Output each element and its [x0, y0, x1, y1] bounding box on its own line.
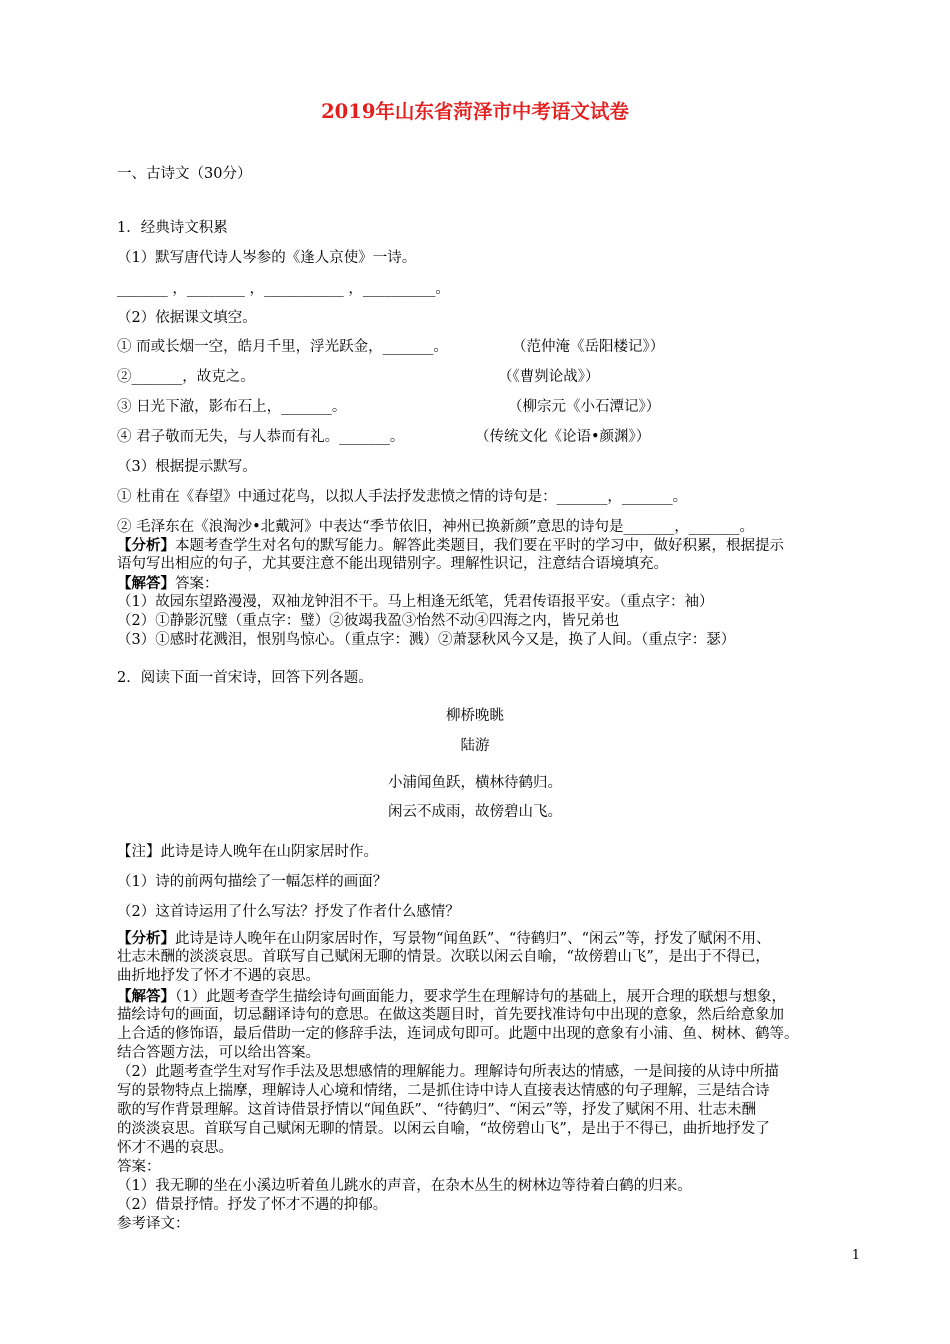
fill-source: （传统文化《论语•颜渊》）: [475, 429, 651, 445]
page-title: 2019年山东省菏泽市中考语文试卷: [321, 100, 629, 123]
answer-line: （2）借景抒情。抒发了怀才不遇的抑郁。: [117, 1197, 388, 1213]
answer-line: 写的景物特点上揣摩，理解诗人心境和情绪，二是抓住诗中诗人直接表达情感的句子理解，三是结合诗: [117, 1083, 770, 1099]
poem-line: 小浦闻鱼跃，横林待鹤归。: [388, 775, 562, 791]
question-1-heading: 1．经典诗文积累: [117, 220, 228, 236]
poem-line: 闲云不成雨，故傍碧山飞。: [388, 804, 562, 820]
analysis-label: 【分析】: [117, 537, 175, 554]
answer-label: 【解答】: [117, 988, 175, 1005]
answer-label: 【解答】: [117, 575, 175, 592]
answer-line: （3）①感时花溅泪，恨别鸟惊心。（重点字：溅）②萧瑟秋风今又是，换了人间。（重点字：瑟）: [117, 632, 736, 648]
answer-line: 参考译文：: [117, 1216, 190, 1232]
fill-source: （范仲淹《岳阳楼记》）: [512, 339, 665, 355]
q2-sub1: （1）诗的前两句描绘了一幅怎样的画面？: [117, 874, 388, 890]
answer-line: 结合答题方法，可以给出答案。: [117, 1045, 320, 1061]
answer-line: 的淡淡哀思。首联写自己赋闲无聊的情景。以闲云自喻，“故傍碧山飞”，是出于不得已，曲折地抒发了: [117, 1121, 770, 1137]
section-heading: 一、古诗文（30分）: [117, 166, 252, 182]
fill-item: ③ 日光下澈，影布石上，_______。: [117, 399, 347, 415]
page-number: 1: [851, 1248, 860, 1263]
analysis-line: 语句写出相应的句子，尤其要注意不能出现错别字。理解性识记，注意结合语境填充。: [117, 556, 668, 572]
q1-part2: （2）依据课文填空。: [117, 310, 257, 326]
answer-line: （1）故园东望路漫漫，双袖龙钟泪不干。马上相逢无纸笔，凭君传语报平安。（重点字：袖）: [117, 594, 714, 610]
analysis-line: 【分析】此诗是诗人晚年在山阴家居时作，写景物“闻鱼跃”、“待鹤归”、“闲云”等，抒发了赋闲不用、: [117, 930, 771, 947]
q1-blanks: _______ ，________ ，___________ ，__________。: [117, 281, 450, 297]
answer-line: 答案：: [117, 1159, 161, 1175]
q1-part1: （1）默写唐代诗人岑参的《逢人京使》一诗。: [117, 250, 417, 266]
analysis-line: 曲折地抒发了怀才不遇的哀思。: [117, 968, 320, 984]
answer-line: 歌的写作背景理解。这首诗借景抒情以“闻鱼跃”、“待鹤归”、“闲云”等，抒发了赋闲不用、壮志未酬: [117, 1102, 756, 1118]
poem-title: 柳桥晚眺: [446, 708, 504, 724]
fill-item: ②_______，故克之。: [117, 369, 255, 385]
answer-line: 描绘诗句的画面，切忌翻译诗句的意思。在做这类题目时，首先要找准诗句中出现的意象，然后给意象加: [117, 1007, 784, 1023]
q2-sub2: （2）这首诗运用了什么写法？抒发了作者什么感情？: [117, 904, 460, 920]
answer-line: 怀才不遇的哀思。: [117, 1140, 233, 1156]
fill-item: ④ 君子敬而无失，与人恭而有礼。_______。: [117, 429, 405, 445]
analysis-line: 壮志未酬的淡淡哀思。首联写自己赋闲无聊的情景。次联以闲云自喻，“故傍碧山飞”，是出于不得已，: [117, 949, 770, 965]
poem-author: 陆游: [460, 738, 490, 754]
fill-source: （柳宗元《小石潭记》）: [508, 399, 661, 415]
fill-source: （《曹刿论战》）: [498, 369, 600, 385]
hint-item: ① 杜甫在《春望》中通过花鸟，以拟人手法抒发悲愤之情的诗句是：_______，_______。: [117, 489, 688, 505]
analysis-line: 【分析】本题考查学生对名句的默写能力。解答此类题目，我们要在平时的学习中，做好积累，根据提示: [117, 537, 784, 554]
answer-line: 【解答】答案：: [117, 575, 219, 592]
q1-part3: （3）根据提示默写。: [117, 459, 257, 475]
answer-line: （1）我无聊的坐在小溪边听着鱼儿跳水的声音，在杂木丛生的树林边等待着白鹤的归来。: [117, 1178, 692, 1194]
question-2-heading: 2．阅读下面一首宋诗，回答下列各题。: [117, 670, 373, 686]
fill-item: ① 而或长烟一空，皓月千里，浮光跃金，_______。: [117, 339, 448, 355]
hint-item: ② 毛泽东在《浪淘沙•北戴河》中表达“季节依旧，神州已换新颜”意思的诗句是_______，_______。: [117, 519, 754, 535]
analysis-label: 【分析】: [117, 930, 175, 947]
answer-line: 上合适的修饰语，最后借助一定的修辞手法，连词成句即可。此题中出现的意象有小浦、鱼、树林、鹤等。: [117, 1026, 799, 1042]
answer-line: （2）①静影沉璧（重点字：璧）②彼竭我盈③怡然不动④四海之内，皆兄弟也: [117, 613, 620, 629]
answer-line: （2）此题考查学生对写作手法及思想感情的理解能力。理解诗句所表达的情感，一是间接的从诗中所描: [117, 1064, 779, 1080]
answer-line: 【解答】（1）此题考查学生描绘诗句画面能力，要求学生在理解诗句的基础上，展开合理的联想与想象，: [117, 988, 786, 1005]
poem-note: 【注】此诗是诗人晚年在山阴家居时作。: [117, 844, 378, 860]
